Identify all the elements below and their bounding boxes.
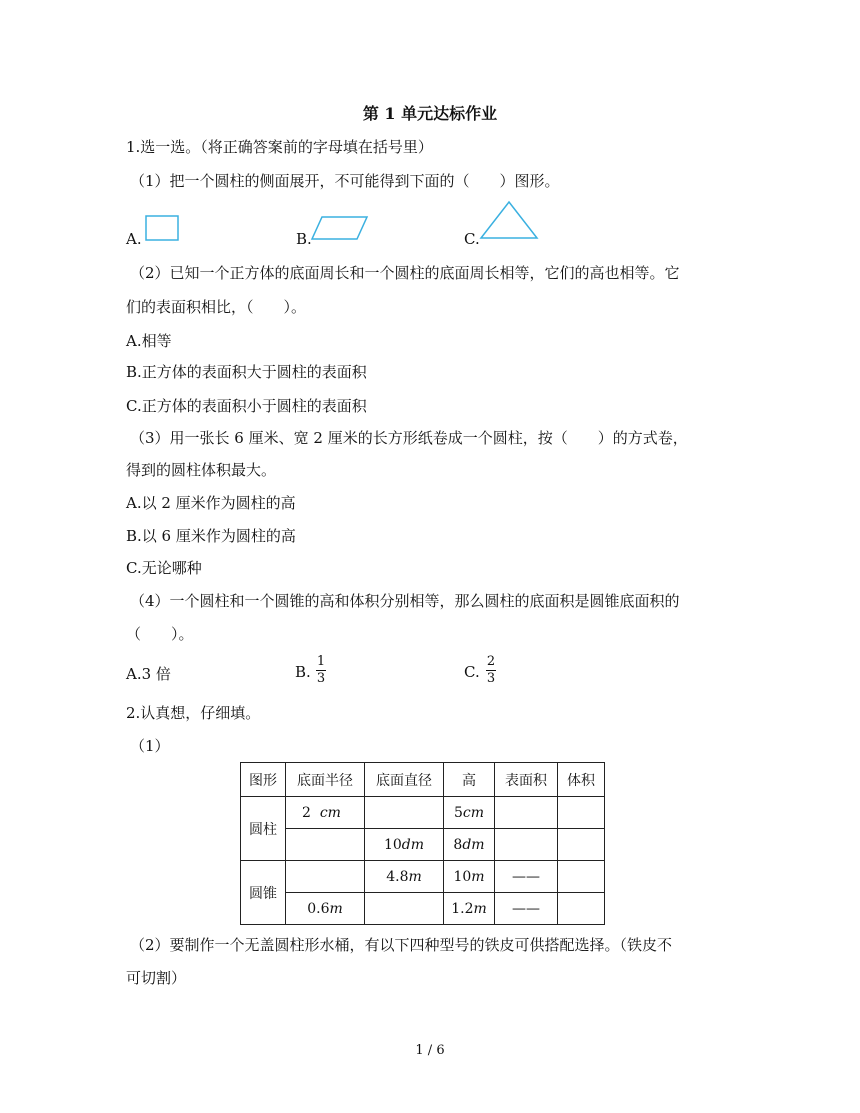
parallelogram-icon xyxy=(310,215,370,241)
section2-p2-line1: （2）要制作一个无盖圆柱形水桶，有以下四种型号的铁皮可供搭配选择。（铁皮不 xyxy=(130,936,673,954)
table-cell xyxy=(286,861,365,893)
table-header: 底面半径 xyxy=(286,763,365,797)
table-cell xyxy=(286,829,365,861)
table-cell xyxy=(286,893,365,925)
page-title: 第 1 单元达标作业 xyxy=(362,104,498,123)
q1-text: （1）把一个圆柱的侧面展开，不可能得到下面的（ ）图形。 xyxy=(130,172,560,190)
value: 8 xyxy=(453,836,463,853)
table-cell xyxy=(495,829,558,861)
table-cell xyxy=(558,893,605,925)
cylinder-label: 圆柱 xyxy=(241,797,286,861)
q3-text-line1: （3）用一张长 6 厘米、宽 2 厘米的长方形纸卷成一个圆柱，按（ ）的方式卷， xyxy=(130,429,688,447)
q4-option-b-fraction xyxy=(316,655,326,686)
table-cell xyxy=(558,797,605,829)
table-cell xyxy=(444,797,495,829)
q1-option-a: A. xyxy=(126,230,142,248)
table-cell xyxy=(365,829,444,861)
square-icon xyxy=(144,214,180,242)
q4-text-line1: （4）一个圆柱和一个圆锥的高和体积分别相等，那么圆柱的底面积是圆锥底面积的 xyxy=(130,592,680,610)
q3-option-b: B.以 6 厘米作为圆柱的高 xyxy=(126,527,296,545)
value: 10 xyxy=(383,836,402,853)
q1-option-c: C. xyxy=(464,230,480,248)
table-cell xyxy=(558,861,605,893)
unit: m xyxy=(471,868,485,885)
q4-option-c-fraction xyxy=(486,655,496,686)
section2-p2-line2: 可切割） xyxy=(126,969,187,987)
table-cell xyxy=(558,829,605,861)
section1-heading: 1.选一选。（将正确答案前的字母填在括号里） xyxy=(126,138,433,156)
table-header: 底面直径 xyxy=(365,763,444,797)
q3-option-a: A.以 2 厘米作为圆柱的高 xyxy=(126,494,296,512)
unit: dm xyxy=(401,836,425,853)
value: 2 xyxy=(302,804,311,821)
unit: m xyxy=(473,900,487,917)
fraction-numerator: 2 xyxy=(486,654,496,669)
table-cell xyxy=(286,797,365,829)
q3-text-line2: 得到的圆柱体积最大。 xyxy=(126,461,277,479)
table-cell: —— xyxy=(495,861,558,893)
section2-heading: 2.认真想，仔细填。 xyxy=(126,704,261,722)
value: 4.8 xyxy=(386,868,409,885)
unit: dm xyxy=(462,836,485,853)
q3-option-c: C.无论哪种 xyxy=(126,559,202,577)
unit: m xyxy=(329,900,343,917)
q2-option-b: B.正方体的表面积大于圆柱的表面积 xyxy=(126,363,367,381)
fraction-denominator: 3 xyxy=(316,671,326,686)
value: 1.2 xyxy=(451,900,474,917)
table-row xyxy=(241,797,605,829)
unit: cm xyxy=(462,804,485,821)
table-cell: —— xyxy=(495,893,558,925)
table-row xyxy=(241,829,605,861)
q1-option-b: B. xyxy=(296,230,312,248)
shapes-table xyxy=(240,762,605,925)
q4-option-c-label: C. xyxy=(464,663,480,681)
value: 10 xyxy=(453,868,472,885)
table-header-row xyxy=(241,763,605,797)
table-cell xyxy=(365,893,444,925)
value: 5 xyxy=(453,804,463,821)
unit: m xyxy=(408,868,422,885)
unit: cm xyxy=(319,804,341,821)
table-row xyxy=(241,893,605,925)
table-cell xyxy=(365,797,444,829)
table-cell xyxy=(495,797,558,829)
cone-label: 圆锥 xyxy=(241,861,286,925)
table-row xyxy=(241,861,605,893)
section2-p1-label: （1） xyxy=(130,737,170,755)
table-header: 体积 xyxy=(558,763,605,797)
q4-option-b-label: B. xyxy=(295,663,311,681)
fraction-denominator: 3 xyxy=(486,671,496,686)
value: 0.6 xyxy=(307,900,330,917)
fraction-numerator: 1 xyxy=(316,654,326,669)
q4-option-a: A.3 倍 xyxy=(126,665,171,683)
q4-text-line2: （ ）。 xyxy=(126,625,194,643)
table-cell xyxy=(444,861,495,893)
page-number: 1 / 6 xyxy=(415,1043,445,1058)
triangle-icon xyxy=(478,200,540,242)
q2-text-line2: 们的表面积相比，（ ）。 xyxy=(126,298,307,316)
table-cell xyxy=(365,861,444,893)
table-header: 图形 xyxy=(241,763,286,797)
q2-option-a: A.相等 xyxy=(126,332,172,350)
table-header: 高 xyxy=(444,763,495,797)
q2-option-c: C.正方体的表面积小于圆柱的表面积 xyxy=(126,397,367,415)
table-cell xyxy=(444,829,495,861)
q2-text-line1: （2）已知一个正方体的底面周长和一个圆柱的底面周长相等，它们的高也相等。它 xyxy=(130,264,680,282)
table-header: 表面积 xyxy=(495,763,558,797)
table-cell xyxy=(444,893,495,925)
